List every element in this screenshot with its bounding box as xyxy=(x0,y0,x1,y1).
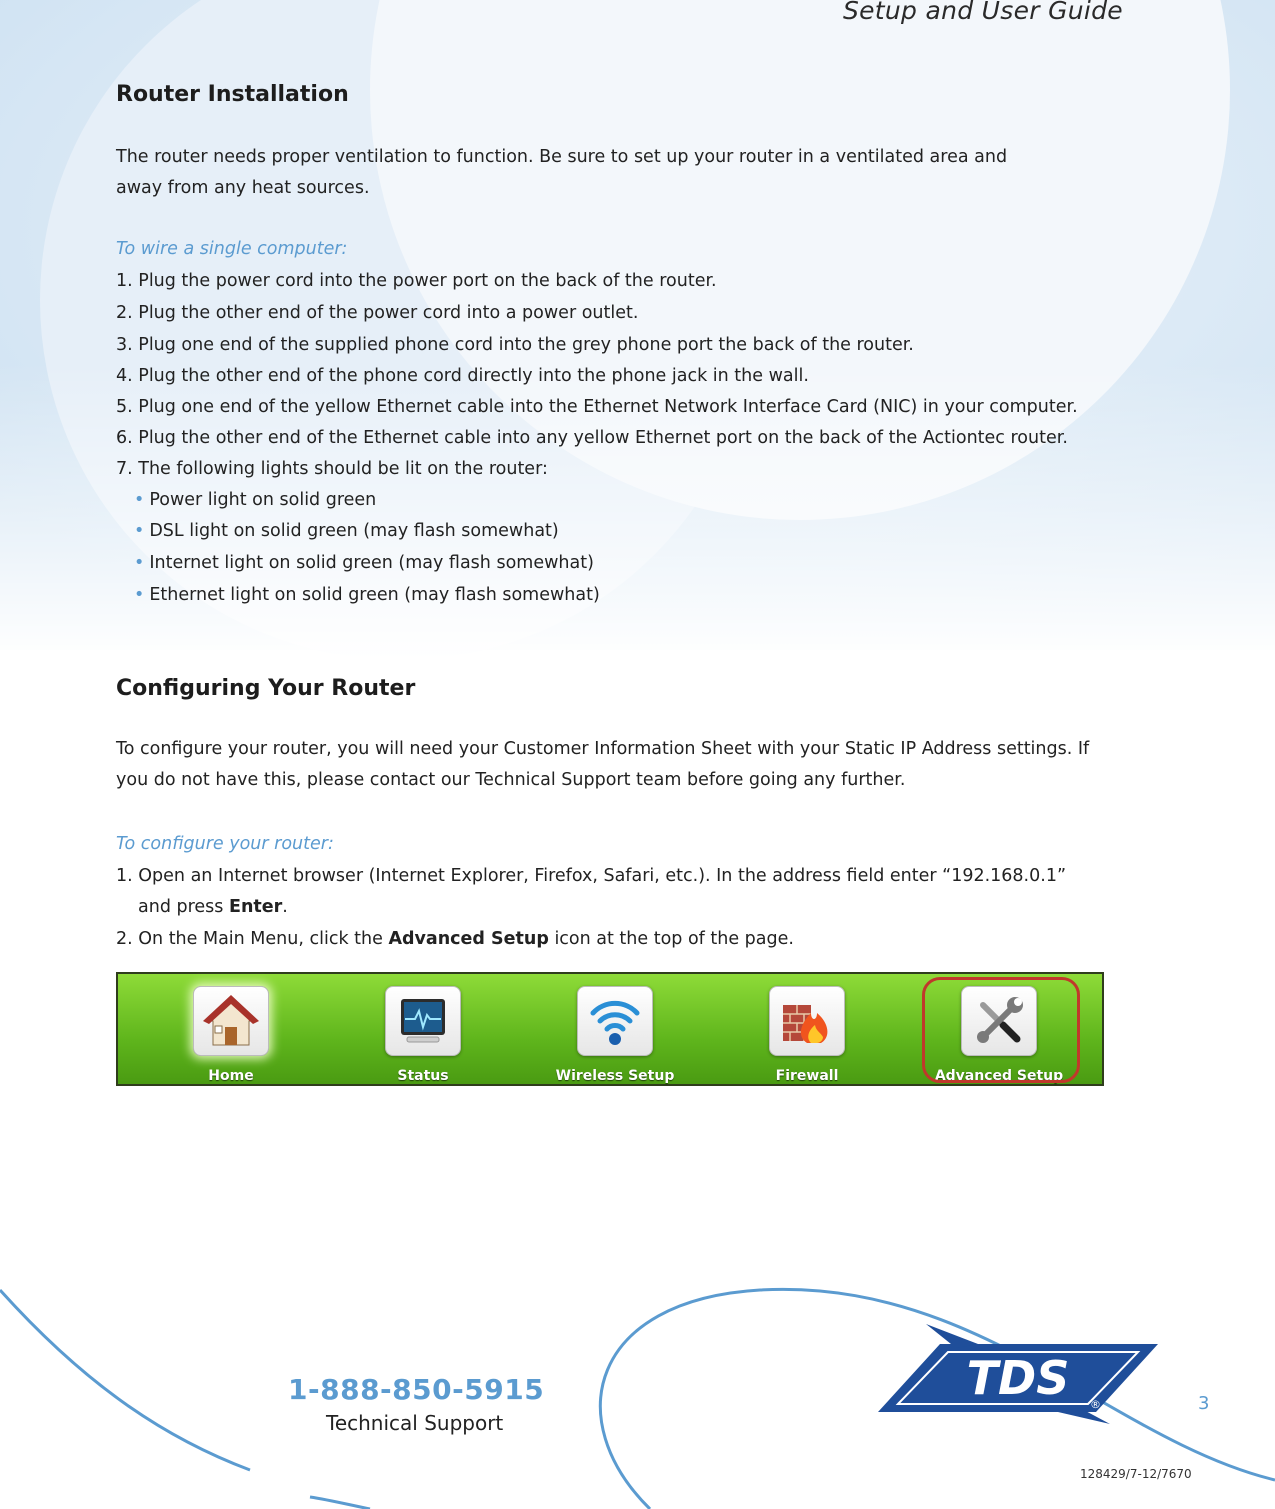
wire-step: 7. The following lights should be lit on the router: xyxy=(116,459,548,479)
menu-label-status: Status xyxy=(397,1068,449,1084)
light-bullet: • Power light on solid green xyxy=(134,490,377,510)
wifi-icon xyxy=(585,991,645,1051)
light-bullet: • DSL light on solid green (may flash somewhat) xyxy=(134,521,559,541)
monitor-icon xyxy=(393,991,453,1051)
logo-text: TDS xyxy=(966,1351,1070,1405)
wire-step: 3. Plug one end of the supplied phone cord into the grey phone port the back of the router. xyxy=(116,335,914,355)
support-label: Technical Support xyxy=(326,1411,504,1435)
page-number: 3 xyxy=(1198,1393,1210,1414)
wire-step: 6. Plug the other end of the Ethernet cable into any yellow Ethernet port on the back of the Actiontec router. xyxy=(116,428,1068,448)
wire-step: 1. Plug the power cord into the power port on the back of the router. xyxy=(116,271,717,291)
menu-item-firewall[interactable] xyxy=(732,974,882,1084)
config-intro-line-2: you do not have this, please contact our Technical Support team before going any further. xyxy=(116,770,906,790)
config-intro-line-1: To configure your router, you will need your Customer Information Sheet with your Static IP Address settings. If xyxy=(116,739,1090,759)
tds-logo xyxy=(878,1324,1168,1424)
menu-label-firewall: Firewall xyxy=(775,1068,839,1084)
intro-text-line-2: away from any heat sources. xyxy=(116,178,370,198)
section-heading-configuring-router: Configuring Your Router xyxy=(116,676,416,701)
home-icon xyxy=(201,991,261,1051)
firewall-icon xyxy=(777,991,837,1051)
config-step-1: 1. Open an Internet browser (Internet Explorer, Firefox, Safari, etc.). In the address field enter “192.168.0.1” xyxy=(116,866,1067,886)
router-main-menu xyxy=(116,972,1104,1086)
menu-label-wireless-setup: Wireless Setup xyxy=(555,1068,675,1084)
menu-item-home[interactable] xyxy=(156,974,306,1084)
wire-step: 5. Plug one end of the yellow Ethernet cable into the Ethernet Network Interface Card (NIC) in your computer. xyxy=(116,397,1078,417)
config-step-1-cont: and press Enter. xyxy=(138,897,288,917)
intro-text-line-1: The router needs proper ventilation to function. Be sure to set up your router in a ventilated area and xyxy=(116,147,1008,167)
wire-step: 2. Plug the other end of the power cord into a power outlet. xyxy=(116,303,639,323)
config-step-2: 2. On the Main Menu, click the Advanced Setup icon at the top of the page. xyxy=(116,929,794,949)
advanced-setup-highlight xyxy=(922,977,1080,1083)
light-bullet: • Ethernet light on solid green (may flash somewhat) xyxy=(134,585,600,605)
document-title: Setup and User Guide xyxy=(842,0,1123,25)
wire-step: 4. Plug the other end of the phone cord directly into the phone jack in the wall. xyxy=(116,366,809,386)
menu-item-wireless-setup[interactable] xyxy=(540,974,690,1084)
subsection-label-configure: To configure your router: xyxy=(116,834,334,854)
light-bullet: • Internet light on solid green (may flash somewhat) xyxy=(134,553,594,573)
menu-label-advanced-setup: Advanced Setup xyxy=(934,1068,1064,1084)
registered-mark: ® xyxy=(1090,1398,1101,1411)
menu-label-home: Home xyxy=(208,1068,254,1084)
menu-item-status[interactable] xyxy=(348,974,498,1084)
subsection-label-wire: To wire a single computer: xyxy=(116,239,348,259)
section-heading-router-installation: Router Installation xyxy=(116,82,349,107)
support-phone-number[interactable]: 1-888-850-5915 xyxy=(288,1373,545,1406)
document-code: 128429/7-12/7670 xyxy=(1080,1467,1192,1481)
